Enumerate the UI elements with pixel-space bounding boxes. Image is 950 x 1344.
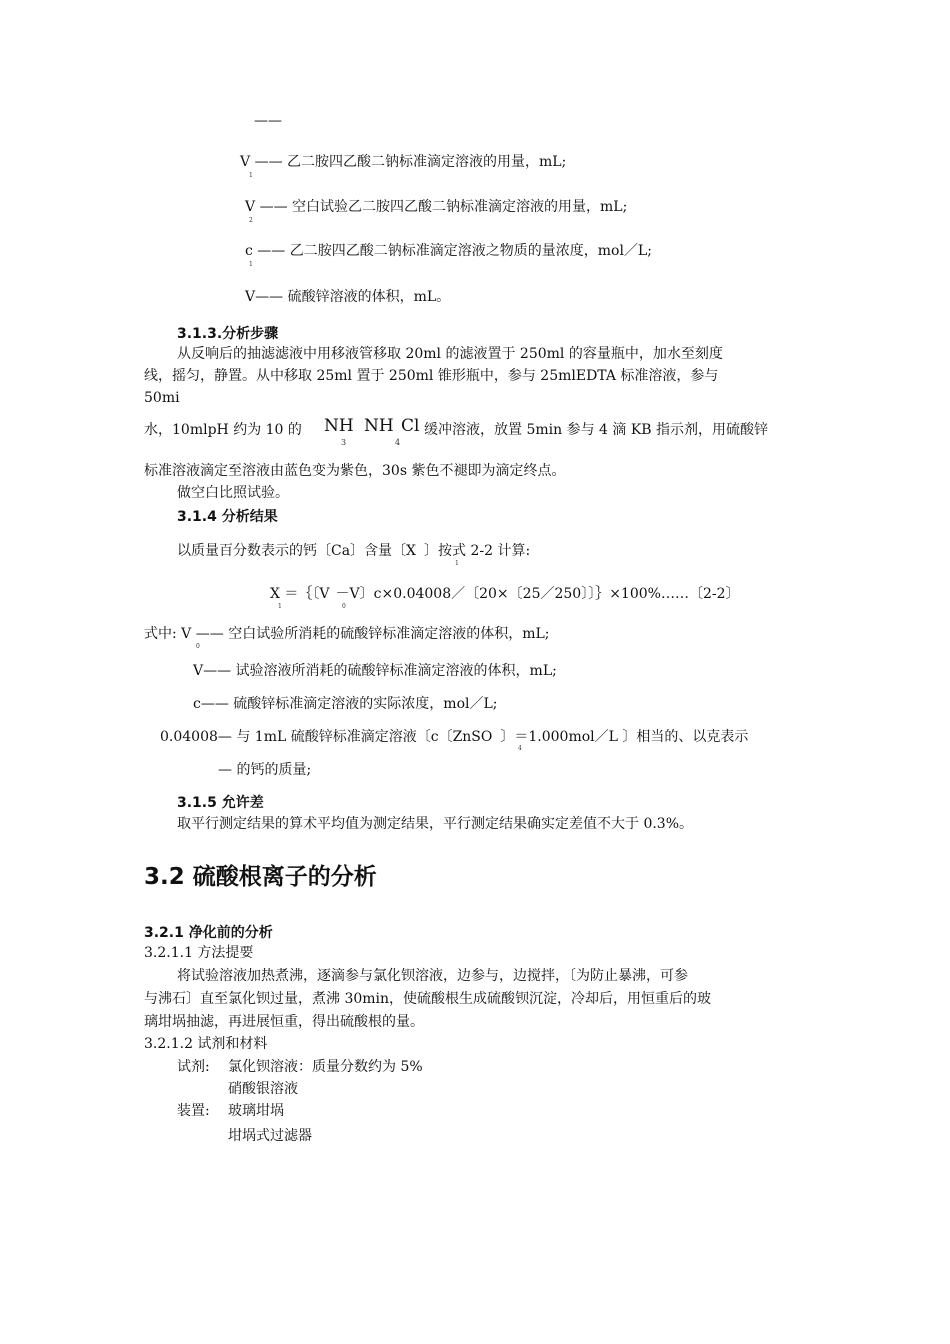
- definition-line: — 的钙的质量;: [218, 762, 312, 778]
- subscript: 1: [278, 603, 282, 610]
- paragraph-line: [177, 542, 530, 560]
- where-label: 式中:: [144, 626, 177, 642]
- def-c1: [245, 242, 652, 260]
- dash-line: ——: [254, 113, 282, 129]
- paragraph-line: 线，摇匀，静置。从中移取 25ml 置于 250ml 锥形瓶中，参与 25mlEDTA 标准溶液，参与: [144, 368, 719, 384]
- device-label: 装置:: [177, 1103, 210, 1119]
- symbol: c: [245, 243, 253, 259]
- definition-text: 乙二胺四乙酸二钠标准滴定溶液的用量，mL;: [287, 154, 567, 170]
- formula-part: ＝｛〔V: [284, 586, 330, 602]
- paragraph-line: 标准溶液滴定至溶液由蓝色变为紫色，30s 紫色不褪即为滴定终点。: [144, 463, 566, 479]
- section-heading-3-2: 3.2 硫酸根离子的分析: [144, 864, 377, 890]
- subscript: 3: [341, 438, 347, 447]
- reagent-label: 试剂:: [177, 1059, 210, 1075]
- formula-nh: NH: [364, 416, 394, 436]
- symbol: V——: [245, 289, 284, 305]
- subscript: 4: [518, 745, 522, 752]
- definition-text: —— 空白试验所消耗的硫酸锌标准滴定溶液的体积，mL;: [195, 626, 550, 642]
- section-heading-3-1-4: 3.1.4 分析结果: [177, 509, 278, 525]
- definition-line: [160, 728, 748, 746]
- definition-line: V—— 试验溶液所消耗的硫酸锌标准滴定溶液的体积，mL;: [193, 663, 557, 679]
- subscript: 1: [249, 172, 253, 179]
- def-v1: [240, 153, 566, 171]
- dash: ——: [254, 154, 283, 170]
- definition-text: 〕＝1.000mol／L 〕相当的、以克表示: [500, 729, 749, 745]
- section-heading-3-1-3: 3.1.3.分析步骤: [177, 326, 279, 342]
- dash: ——: [259, 199, 288, 215]
- device-item: 坩埚式过滤器: [228, 1128, 312, 1144]
- definition-line: c—— 硫酸锌标准滴定溶液的实际浓度，mol／L;: [193, 696, 498, 712]
- paragraph-line: 50mi: [144, 390, 180, 406]
- symbol: V: [245, 199, 256, 215]
- paragraph-line: 做空白比照试验。: [177, 485, 289, 501]
- formula-part: －V〕c×0.04008／〔20×〔25／250〕〕｝×100%……〔2-2〕: [335, 586, 740, 602]
- definition-text: 空白试验乙二胺四乙酸二钠标准滴定溶液的用量，mL;: [292, 199, 628, 215]
- formula-x: X: [270, 586, 280, 602]
- subsection-heading-3-2-1: 3.2.1 净化前的分析: [144, 925, 273, 941]
- paragraph-line: 从反响后的抽滤滤液中用移液管移取 20ml 的滤液置于 250ml 的容量瓶中，加水至刻度: [177, 346, 723, 362]
- paragraph-line: 璃坩埚抽滤，再进展恒重，得出硫酸根的量。: [144, 1014, 424, 1030]
- section-heading-3-1-5: 3.1.5 允许差: [177, 795, 264, 811]
- device-item: 玻璃坩埚: [228, 1103, 284, 1119]
- definition-text: 0.04008— 与 1mL 硫酸锌标准滴定溶液〔c〔ZnSO: [160, 729, 493, 745]
- formula-nh: NH: [324, 416, 354, 436]
- intro-end: 〕按式 2-2 计算:: [424, 543, 531, 559]
- subscript: 0: [196, 643, 200, 650]
- reagent-item: 氯化钡溶液：质量分数约为 5%: [228, 1059, 423, 1075]
- subscript: 1: [249, 261, 253, 268]
- dash: ——: [257, 243, 286, 259]
- subscript: 2: [249, 217, 253, 224]
- subscript: 0: [342, 603, 346, 610]
- subscript: 4: [395, 438, 401, 447]
- def-v: [245, 288, 450, 306]
- def-v2: [245, 198, 627, 216]
- reagent-item: 硝酸银溶液: [228, 1081, 298, 1097]
- paragraph-line: 将试验溶液加热煮沸，逐滴参与氯化钡溶液，边参与，边搅拌，〔为防止暴沸，可参: [177, 968, 688, 984]
- subsection-heading-3-2-1-1: 3.2.1.1 方法提要: [144, 945, 254, 961]
- where-line: [144, 625, 550, 643]
- symbol: V: [240, 154, 251, 170]
- intro-text: 以质量百分数表示的钙〔Ca〕含量〔X: [177, 543, 417, 559]
- subscript: 1: [455, 560, 459, 567]
- formula-2-2: [270, 585, 740, 603]
- definition-text: 乙二胺四乙酸二钠标准滴定溶液之物质的量浓度，mol／L;: [289, 243, 652, 259]
- paragraph-line: 与沸石〕直至氯化钡过量，煮沸 30min，使硫酸根生成硫酸钡沉淀，冷却后，用恒重后的玻: [144, 991, 712, 1007]
- subsection-heading-3-2-1-2: 3.2.1.2 试剂和材料: [144, 1036, 268, 1052]
- formula-cl: Cl: [401, 416, 420, 436]
- paragraph-line: 水，10mlpH 约为 10 的: [144, 422, 302, 438]
- symbol: V: [181, 626, 192, 642]
- paragraph-line: 取平行测定结果的算术平均值为测定结果，平行测定结果确实定差值不大于 0.3%。: [177, 816, 694, 832]
- definition-text: 硫酸锌溶液的体积，mL。: [287, 289, 451, 305]
- paragraph-line: 缓冲溶液，放置 5min 参与 4 滴 KB 指示剂，用硫酸锌: [424, 422, 769, 438]
